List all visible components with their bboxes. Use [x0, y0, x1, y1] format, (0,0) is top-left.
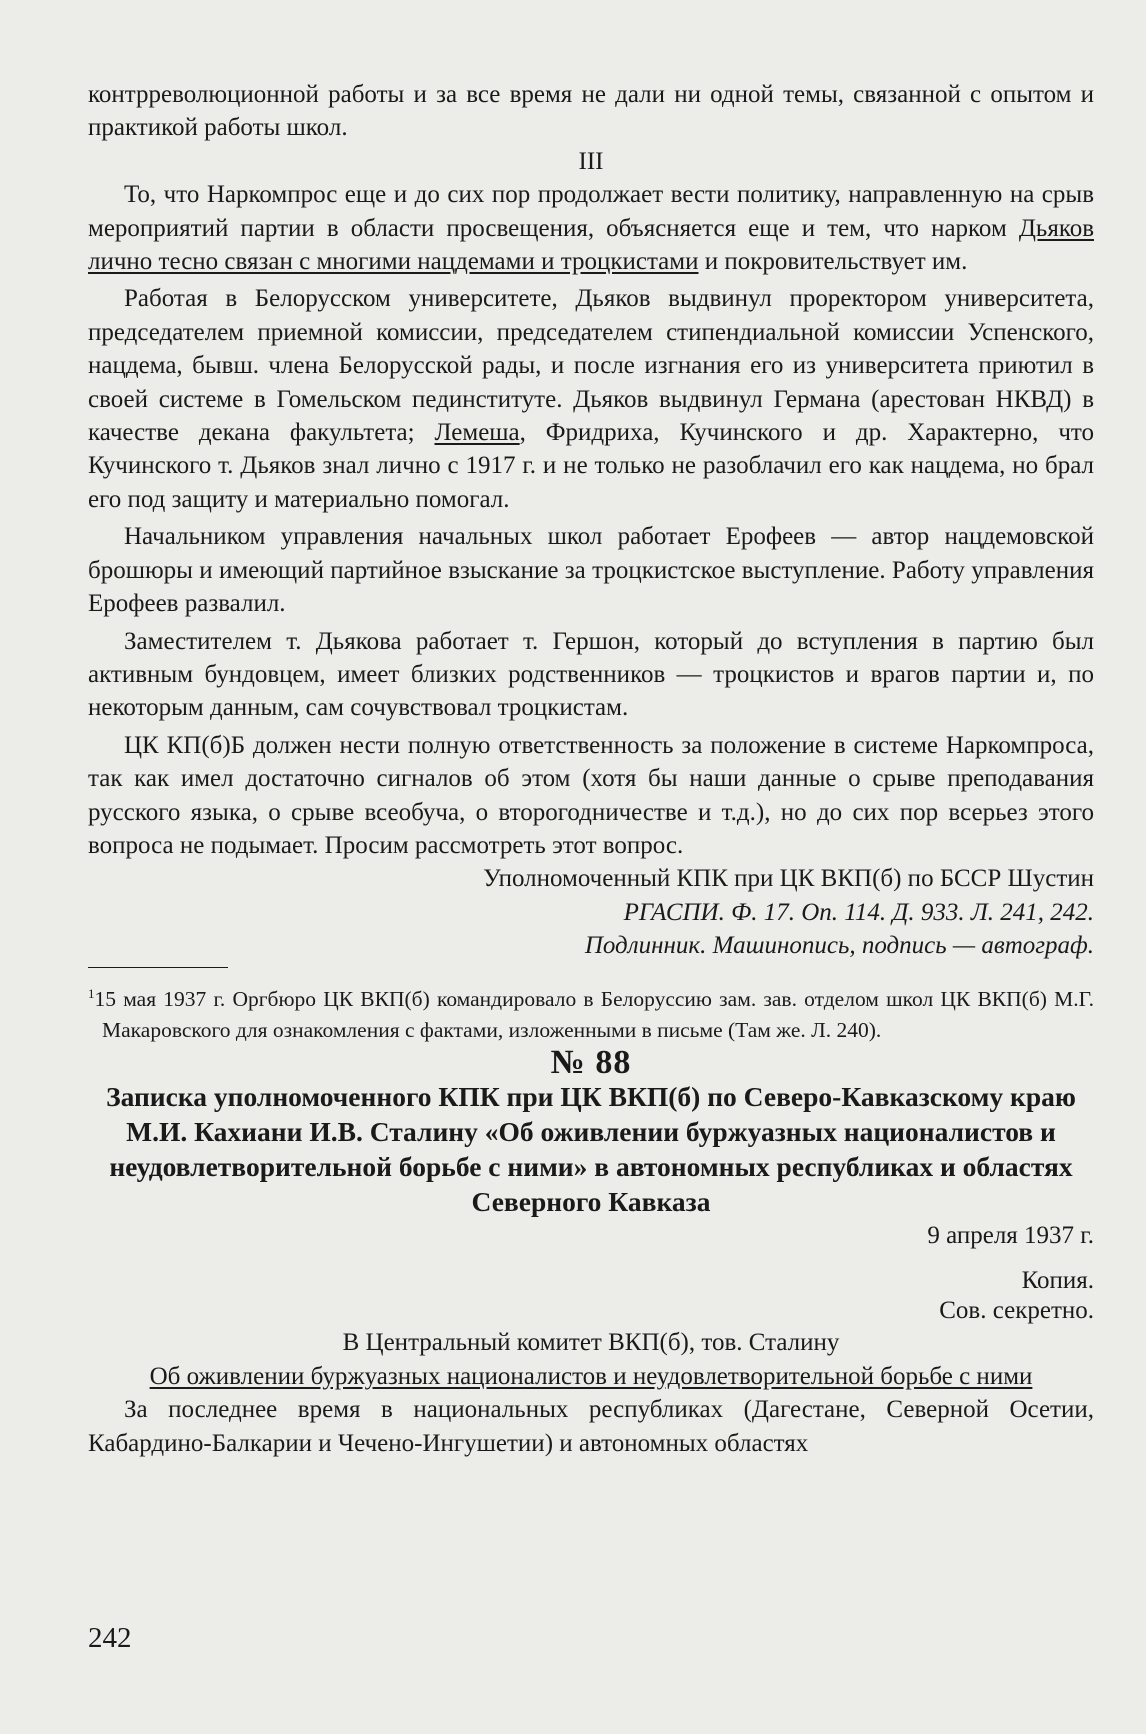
document-title: Записка уполномоченного КПК при ЦК ВКП(б) по Северо-Кавказскому краю М.И. Кахиани И.В. Сталину «Об оживлении буржуазных националистов и неудовлетворительной борьбе с ними» в автономных республиках и областях Северного Кавказа	[106, 1080, 1076, 1217]
archive-reference: РГАСПИ. Ф. 17. Оп. 114. Д. 933. Л. 241, 242.	[623, 898, 1094, 926]
secrecy-mark: Сов. секретно.	[939, 1297, 1094, 1325]
addressee: В Центральный комитет ВКП(б), тов. Сталину	[342, 1329, 840, 1357]
document-date: 9 апреля 1937 г.	[927, 1221, 1094, 1249]
continuation-paragraph: контрреволюционной работы и за все время не дали ни одной темы, связанной с опытом и практикой работы школ.	[88, 81, 1094, 142]
paragraph-text: , Фридриха, Кучинского и др. Характерно, что Кучинского т. Дьяков знал лично с 1917 г. и не только не разоблачил его как нацдема, но брал его под защиту и материально помогал.	[88, 419, 1094, 513]
paragraph-narkompros-policy	[88, 178, 1094, 278]
subject-line	[88, 1360, 1094, 1393]
copy-block	[88, 1266, 1094, 1326]
footnote-marker: 1	[88, 985, 95, 1001]
document-body-start: За последнее время в национальных республиках (Дагестане, Северной Осетии, Кабардино-Балкарии и Чечено-Ингушетии) и автономных областях	[88, 1396, 1094, 1457]
paragraph-university	[88, 282, 1094, 516]
paragraph-text: и покровительствует им.	[698, 248, 968, 276]
footnote-divider	[88, 967, 228, 968]
underlined-text: Дьяков лично тесно связан с многими нацдемами и троцкистами	[88, 214, 1094, 276]
paragraph-responsibility: ЦК КП(б)Б должен нести полную ответственность за положение в системе Наркомпроса, так как имел достаточно сигналов об этом (хотя бы наши данные о срыве преподавания русского языка, о срыве всеобуча, о второгодничестве и т.д.), но до сих пор всерьез этого вопроса не подымает. Просим рассмотреть этот вопрос.	[88, 731, 1094, 859]
section-numeral: III	[578, 147, 604, 175]
footnote-text: 15 мая 1937 г. Оргбюро ЦК ВКП(б) командировало в Белоруссию зам. зав. отделом школ ЦК ВКП(б) М.Г. Макаровского для ознакомления с фактами, изложенными в письме (Там же. Л. 240).	[94, 986, 1094, 1042]
subject-underlined: Об оживлении буржуазных националистов и неудовлетворительной борьбе с ними	[149, 1362, 1033, 1390]
document-number: № 88	[550, 1043, 632, 1081]
paragraph-gershon: Заместителем т. Дьякова работает т. Гершон, который до вступления в партию был активным бундовцем, имеет близких родственников — троцкистов и врагов партии и, по некоторым данным, сам сочувствовал троцкистам.	[88, 627, 1094, 722]
archive-note: Подлинник. Машинопись, подпись — автограф.	[584, 932, 1094, 960]
page-number: 242	[88, 1622, 132, 1654]
signature-line: Уполномоченный КПК при ЦК ВКП(б) по БССР Шустин	[483, 865, 1094, 893]
paragraph-text: То, что Наркомпрос еще и до сих пор продолжает вести политику, направленную на срыв мероприятий партии в области просвещения, объясняется еще и тем, что нарком	[88, 181, 1094, 242]
page-text-block	[88, 78, 1094, 1460]
paragraph-text: Работая в Белорусском университете, Дьяков выдвинул проректором университета, председателем приемной комиссии, председателем стипендиальной комиссии Успенского, нацдема, бывш. члена Белорусской рады, и после изгнания его из университета приютил в своей системе в Гомельском пединституте. Дьяков выдвинул Германа (арестован НКВД) в качестве декана факультета;	[88, 285, 1094, 447]
footnote	[88, 978, 1094, 1046]
paragraph-erofeev: Начальником управления начальных школ работает Ерофеев — автор нацдемовской брошюры и имеющий партийное взыскание за троцкистское выступление. Работу управления Ерофеев развалил.	[88, 523, 1094, 618]
copy-mark: Копия.	[1021, 1267, 1094, 1295]
underlined-text: Лемеша	[434, 419, 520, 447]
